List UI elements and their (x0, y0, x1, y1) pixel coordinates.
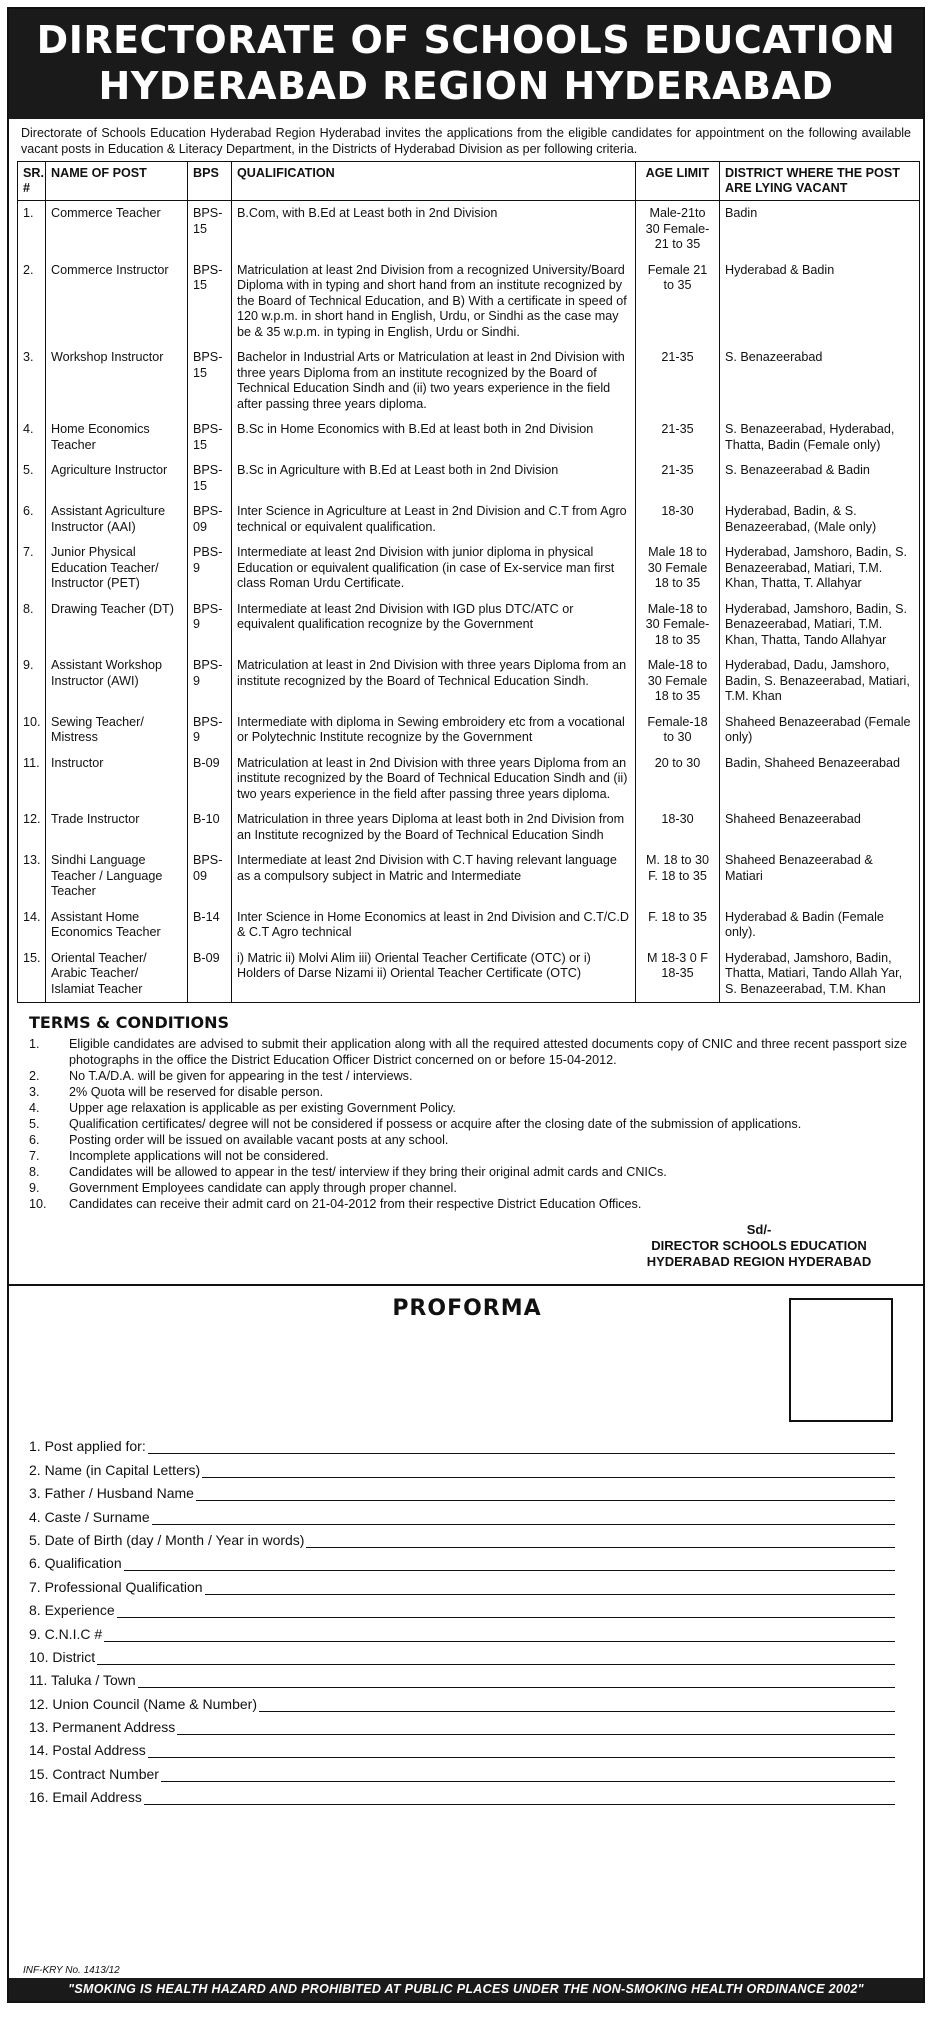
table-row (18, 751, 920, 808)
cell-qualification: Bachelor in Industrial Arts or Matriculation at least in 2nd Division with three years Diploma from an institute recognized by the Board of Technical Education Sindh and (ii) two years experience in the field after passing three years diploma. (232, 345, 636, 417)
table-row (18, 417, 920, 458)
term-text: No T.A/D.A. will be given for appearing in the test / interviews. (69, 1069, 413, 1083)
table-body (18, 201, 920, 1003)
proforma-field-blank[interactable] (144, 1790, 895, 1805)
terms-list (9, 1036, 923, 1212)
table-row (18, 201, 920, 258)
cell-age: Male-18 to 30 Female-18 to 35 (636, 597, 720, 654)
cell-qualification: Inter Science in Home Economics at least in 2nd Division and C.T/C.D & C.T Agro technical (232, 905, 636, 946)
cell-district: Hyderabad, Badin, & S. Benazeerabad, (Male only) (720, 499, 920, 540)
cell-age: 20 to 30 (636, 751, 720, 808)
proforma-field-label: 2. Name (in Capital Letters) (29, 1461, 201, 1478)
proforma-field (29, 1758, 905, 1781)
cell-district: Hyderabad & Badin (Female only). (720, 905, 920, 946)
cell-district: Hyderabad, Jamshoro, Badin, S. Benazeerabad, Matiari, T.M. Khan, Thatta, Tando Allahyar (720, 597, 920, 654)
col-header-age: AGE LIMIT (636, 162, 720, 201)
cell-sr: 11. (18, 751, 46, 808)
cell-post-name: Junior Physical Education Teacher/ Instructor (PET) (46, 540, 188, 597)
cell-age: Male-21to 30 Female-21 to 35 (636, 201, 720, 258)
table-row (18, 905, 920, 946)
term-item (29, 1132, 907, 1148)
cell-post-name: Drawing Teacher (DT) (46, 597, 188, 654)
signature-line2: HYDERABAD REGION HYDERABAD (646, 1254, 872, 1269)
cell-age: Male-18 to 30 Female 18 to 35 (636, 653, 720, 710)
footnote-ref: INF-KRY No. 1413/12 (23, 1965, 120, 1976)
term-text: Eligible candidates are advised to submit their application along with all the required attested documents copy of CNIC and three recent passport size photographs in the office the District Education Officer District concerned on or before 15-04-2012. (69, 1037, 907, 1067)
cell-bps: BPS-9 (188, 710, 232, 751)
proforma-field (29, 1735, 905, 1758)
proforma-field (29, 1665, 905, 1688)
cell-age: 21-35 (636, 417, 720, 458)
cell-sr: 3. (18, 345, 46, 417)
proforma-fields (29, 1431, 905, 1805)
cell-post-name: Oriental Teacher/ Arabic Teacher/ Islamiat Teacher (46, 946, 188, 1003)
table-row (18, 653, 920, 710)
term-number: 1. (29, 1037, 40, 1051)
cell-age: 18-30 (636, 807, 720, 848)
proforma-field (29, 1642, 905, 1665)
proforma-field-label: 1. Post applied for: (29, 1438, 146, 1455)
term-number: 9. (29, 1181, 40, 1195)
cell-post-name: Sewing Teacher/ Mistress (46, 710, 188, 751)
vacancies-table (17, 161, 920, 1003)
cell-bps: BPS-9 (188, 653, 232, 710)
table-header-row (18, 162, 920, 201)
table-row (18, 345, 920, 417)
col-header-sr: SR. # (18, 162, 46, 201)
cell-sr: 8. (18, 597, 46, 654)
proforma-field-blank[interactable] (124, 1556, 895, 1571)
header-title-line2: HYDERABAD REGION HYDERABAD (98, 64, 834, 108)
term-number: 10. (29, 1197, 47, 1211)
term-item (29, 1164, 907, 1180)
table-row (18, 710, 920, 751)
cell-bps: B-09 (188, 946, 232, 1003)
term-text: Qualification certificates/ degree will not be considered if possess or acquire after the closing date of the submission of applications. (69, 1117, 802, 1131)
header-banner (9, 9, 923, 119)
cell-sr: 15. (18, 946, 46, 1003)
cell-post-name: Commerce Instructor (46, 258, 188, 346)
cell-bps: B-10 (188, 807, 232, 848)
cell-post-name: Sindhi Language Teacher / Language Teacher (46, 848, 188, 905)
term-item (29, 1100, 907, 1116)
cell-bps: BPS-15 (188, 345, 232, 417)
proforma-field-blank[interactable] (259, 1697, 895, 1712)
proforma-field-blank[interactable] (117, 1603, 895, 1618)
cell-bps: BPS-9 (188, 597, 232, 654)
term-text: Incomplete applications will not be considered. (69, 1149, 329, 1163)
cell-sr: 9. (18, 653, 46, 710)
cell-qualification: Matriculation at least 2nd Division from a recognized University/Board Diploma with in typing and short hand from an institute recognized by the Board of Technical Education, and B) With a certificate in speed of 120 w.p.m. in short hand in English, Urdu, or Sindhi as the case may be & 35 w.p.m. in typing in English, Urdu or Sindhi. (232, 258, 636, 346)
cell-qualification: Intermediate at least 2nd Division with IGD plus DTC/ATC or equivalent qualification recognize by the Government (232, 597, 636, 654)
cell-post-name: Assistant Home Economics Teacher (46, 905, 188, 946)
col-header-qualification: QUALIFICATION (232, 162, 636, 201)
cell-post-name: Trade Instructor (46, 807, 188, 848)
term-item (29, 1148, 907, 1164)
term-text: Posting order will be issued on available vacant posts at any school. (69, 1133, 449, 1147)
term-text: Government Employees candidate can apply through proper channel. (69, 1181, 457, 1195)
proforma-field-label: 4. Caste / Surname (29, 1508, 150, 1525)
proforma-field-blank[interactable] (104, 1627, 895, 1642)
cell-age: F. 18 to 35 (636, 905, 720, 946)
signature-line1: DIRECTOR SCHOOLS EDUCATION (651, 1238, 867, 1253)
cell-post-name: Commerce Teacher (46, 201, 188, 258)
cell-bps: PBS-9 (188, 540, 232, 597)
cell-age: Female-18 to 30 (636, 710, 720, 751)
term-item (29, 1084, 907, 1100)
proforma-field-label: 3. Father / Husband Name (29, 1485, 194, 1502)
proforma-field (29, 1571, 905, 1594)
cell-district: Hyderabad, Jamshoro, Badin, Thatta, Matiari, Tando Allah Yar, S. Benazeerabad, T.M. Khan (720, 946, 920, 1003)
table-row (18, 807, 920, 848)
cell-qualification: Matriculation at least in 2nd Division with three years Diploma from an institute recognized by the Board of Technical Education Sindh and (ii) two years experience in the field after passing three years diploma. (232, 751, 636, 808)
cell-sr: 10. (18, 710, 46, 751)
term-text: Candidates can receive their admit card on 21-04-2012 from their respective District Education Offices. (69, 1197, 642, 1211)
col-header-name: NAME OF POST (46, 162, 188, 201)
proforma-field-blank[interactable] (177, 1720, 895, 1735)
cell-district: Shaheed Benazeerabad (Female only) (720, 710, 920, 751)
cell-bps: BPS-15 (188, 458, 232, 499)
term-item (29, 1036, 907, 1068)
proforma-section (9, 1286, 923, 1805)
cell-district: Hyderabad & Badin (720, 258, 920, 346)
proforma-field-blank[interactable] (161, 1767, 895, 1782)
proforma-field-label: 12. Union Council (Name & Number) (29, 1695, 257, 1712)
cell-sr: 4. (18, 417, 46, 458)
cell-sr: 13. (18, 848, 46, 905)
cell-qualification: Matriculation at least in 2nd Division with three years Diploma from an institute recognized by the Board of Technical Education Sindh. (232, 653, 636, 710)
terms-title: TERMS & CONDITIONS (29, 1013, 230, 1032)
cell-sr: 7. (18, 540, 46, 597)
term-item (29, 1116, 907, 1132)
cell-district: Badin, Shaheed Benazeerabad (720, 751, 920, 808)
term-number: 4. (29, 1101, 40, 1115)
table-row (18, 946, 920, 1003)
cell-qualification: i) Matric ii) Molvi Alim iii) Oriental Teacher Certificate (OTC) or i) Holders of Darse Nizami ii) Oriental Teacher Certificate (OTC) (232, 946, 636, 1003)
cell-bps: BPS-15 (188, 417, 232, 458)
table-row (18, 540, 920, 597)
proforma-field (29, 1618, 905, 1641)
proforma-field (29, 1478, 905, 1501)
col-header-bps: BPS (188, 162, 232, 201)
proforma-field (29, 1782, 905, 1805)
cell-district: S. Benazeerabad (720, 345, 920, 417)
cell-qualification: Intermediate with diploma in Sewing embroidery etc from a vocational or Polytechnic Institute recognize by the Government (232, 710, 636, 751)
cell-age: Male 18 to 30 Female 18 to 35 (636, 540, 720, 597)
cell-district: Shaheed Benazeerabad (720, 807, 920, 848)
advertisement-page (7, 7, 925, 2003)
cell-post-name: Assistant Workshop Instructor (AWI) (46, 653, 188, 710)
cell-qualification: Matriculation in three years Diploma at least both in 2nd Division from an Institute recognized by the Board of Technical Education Sindh (232, 807, 636, 848)
term-number: 3. (29, 1085, 40, 1099)
header-title-line1: DIRECTORATE OF SCHOOLS EDUCATION (36, 18, 896, 62)
cell-post-name: Instructor (46, 751, 188, 808)
proforma-field (29, 1712, 905, 1735)
proforma-field-blank[interactable] (138, 1673, 895, 1688)
cell-sr: 12. (18, 807, 46, 848)
proforma-field (29, 1501, 905, 1524)
proforma-field-blank[interactable] (97, 1650, 895, 1665)
proforma-field-label: 15. Contract Number (29, 1765, 159, 1782)
col-header-district: DISTRICT WHERE THE POST ARE LYING VACANT (720, 162, 920, 201)
cell-qualification: Inter Science in Agriculture at Least in 2nd Division and C.T from Agro technical or equivalent qualification. (232, 499, 636, 540)
proforma-field-blank[interactable] (152, 1510, 895, 1525)
cell-bps: BPS-09 (188, 848, 232, 905)
term-text: 2% Quota will be reserved for disable person. (69, 1085, 324, 1099)
term-item (29, 1068, 907, 1084)
cell-bps: BPS-15 (188, 201, 232, 258)
term-text: Upper age relaxation is applicable as per existing Government Policy. (69, 1101, 456, 1115)
table-row (18, 848, 920, 905)
proforma-field-label: 9. C.N.I.C # (29, 1625, 103, 1642)
table-row (18, 258, 920, 346)
proforma-field-label: 5. Date of Birth (day / Month / Year in words) (29, 1531, 305, 1548)
proforma-field (29, 1454, 905, 1477)
proforma-field-label: 14. Postal Address (29, 1742, 146, 1759)
cell-post-name: Agriculture Instructor (46, 458, 188, 499)
cell-district: Hyderabad, Dadu, Jamshoro, Badin, S. Benazeerabad, Matiari, T.M. Khan (720, 653, 920, 710)
cell-post-name: Workshop Instructor (46, 345, 188, 417)
cell-district: Shaheed Benazeerabad & Matiari (720, 848, 920, 905)
signature-sd: Sd/- (746, 1222, 772, 1237)
proforma-field-blank[interactable] (148, 1439, 895, 1454)
proforma-field (29, 1595, 905, 1618)
cell-sr: 2. (18, 258, 46, 346)
table-row (18, 499, 920, 540)
cell-age: M. 18 to 30 F. 18 to 35 (636, 848, 720, 905)
cell-qualification: B.Sc in Agriculture with B.Ed at Least both in 2nd Division (232, 458, 636, 499)
proforma-field (29, 1431, 905, 1454)
term-item (29, 1196, 907, 1212)
term-item (29, 1180, 907, 1196)
proforma-field-label: 10. District (29, 1648, 96, 1665)
table-row (18, 458, 920, 499)
proforma-field (29, 1525, 905, 1548)
proforma-field-label: 6. Qualification (29, 1555, 122, 1572)
photo-box (789, 1298, 893, 1422)
cell-age: 21-35 (636, 458, 720, 499)
table-row (18, 597, 920, 654)
proforma-field-label: 8. Experience (29, 1602, 115, 1619)
proforma-field-blank[interactable] (306, 1533, 895, 1548)
cell-district: S. Benazeerabad, Hyderabad, Thatta, Badin (Female only) (720, 417, 920, 458)
cell-qualification: B.Com, with B.Ed at Least both in 2nd Division (232, 201, 636, 258)
cell-qualification: B.Sc in Home Economics with B.Ed at least both in 2nd Division (232, 417, 636, 458)
proforma-field-label: 13. Permanent Address (29, 1719, 176, 1736)
term-number: 7. (29, 1149, 40, 1163)
cell-qualification: Intermediate at least 2nd Division with junior diploma in physical Education or equivalent qualification (in case of Ex-service man first class Roman Urdu Certificate. (232, 540, 636, 597)
term-text: Candidates will be allowed to appear in the test/ interview if they bring their original admit cards and CNICs. (69, 1165, 667, 1179)
intro-paragraph: Directorate of Schools Education Hyderabad Region Hyderabad invites the applications from the eligible candidates for appointment on the following available vacant posts in Education & Literacy Department, in the Districts of Hyderabad Division as per following criteria. (21, 126, 911, 156)
cell-age: 18-30 (636, 499, 720, 540)
cell-post-name: Home Economics Teacher (46, 417, 188, 458)
cell-bps: BPS-09 (188, 499, 232, 540)
term-number: 6. (29, 1133, 40, 1147)
proforma-title: PROFORMA (392, 1296, 542, 1321)
cell-post-name: Assistant Agriculture Instructor (AAI) (46, 499, 188, 540)
term-number: 2. (29, 1069, 40, 1083)
cell-district: Badin (720, 201, 920, 258)
cell-sr: 1. (18, 201, 46, 258)
proforma-field-blank[interactable] (148, 1743, 895, 1758)
footer-banner: "SMOKING IS HEALTH HAZARD AND PROHIBITED AT PUBLIC PLACES UNDER THE NON-SMOKING HEALTH ORDINANCE 2002" (9, 1978, 923, 2001)
cell-bps: B-14 (188, 905, 232, 946)
cell-district: Hyderabad, Jamshoro, Badin, S. Benazeerabad, Matiari, T.M. Khan, Thatta, T. Allahyar (720, 540, 920, 597)
cell-district: S. Benazeerabad & Badin (720, 458, 920, 499)
proforma-field-blank[interactable] (196, 1486, 895, 1501)
cell-sr: 6. (18, 499, 46, 540)
term-number: 5. (29, 1117, 40, 1131)
cell-bps: B-09 (188, 751, 232, 808)
footer-area (9, 1951, 923, 2001)
cell-bps: BPS-15 (188, 258, 232, 346)
signature-block (629, 1222, 923, 1270)
proforma-field-label: 11. Taluka / Town (29, 1672, 136, 1689)
proforma-field-blank[interactable] (202, 1463, 895, 1478)
proforma-field (29, 1548, 905, 1571)
cell-sr: 5. (18, 458, 46, 499)
cell-qualification: Intermediate at least 2nd Division with C.T having relevant language as a compulsory subject in Matric and Intermediate (232, 848, 636, 905)
cell-sr: 14. (18, 905, 46, 946)
proforma-field (29, 1688, 905, 1711)
proforma-field-label: 7. Professional Qualification (29, 1578, 203, 1595)
cell-age: 21-35 (636, 345, 720, 417)
proforma-field-blank[interactable] (205, 1580, 895, 1595)
cell-age: M 18-3 0 F 18-35 (636, 946, 720, 1003)
cell-age: Female 21 to 35 (636, 258, 720, 346)
term-number: 8. (29, 1165, 40, 1179)
proforma-field-label: 16. Email Address (29, 1789, 142, 1806)
